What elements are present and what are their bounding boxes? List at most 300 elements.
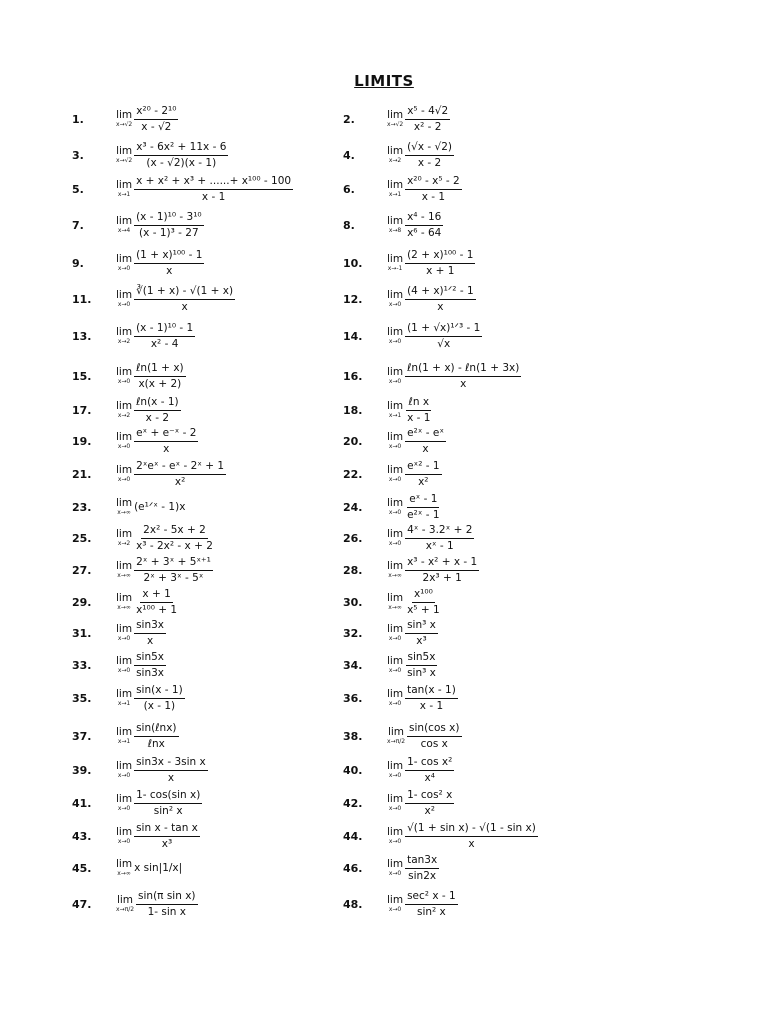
problem-number: 2. bbox=[343, 112, 355, 126]
problem-number: 46. bbox=[343, 861, 363, 875]
numerator: sin5x bbox=[406, 651, 438, 665]
numerator: √(1 + sin x) - √(1 - sin x) bbox=[405, 822, 538, 836]
problem-29 bbox=[72, 587, 179, 617]
denominator: x bbox=[146, 634, 154, 647]
problem-17 bbox=[72, 395, 181, 425]
limit-expression: x sin|1/x| bbox=[134, 862, 183, 874]
numerator: sin(π sin x) bbox=[136, 890, 198, 904]
fraction bbox=[405, 619, 438, 646]
problem-4 bbox=[343, 140, 454, 170]
denominator: x - 2 bbox=[145, 411, 170, 424]
limit-subscript: x→0 bbox=[388, 666, 402, 674]
limit-subscript: x→2 bbox=[117, 411, 131, 419]
numerator: sin x - tan x bbox=[134, 822, 200, 836]
limit-operator bbox=[387, 593, 403, 611]
denominator: x³ bbox=[161, 837, 173, 850]
lim-word: lim bbox=[387, 145, 404, 158]
numerator: x + x² + x³ + ......+ x¹⁰⁰ - 100 bbox=[134, 175, 293, 189]
limit-subscript: x→√2 bbox=[116, 120, 133, 128]
limit-operator bbox=[116, 367, 132, 385]
numerator: tan3x bbox=[405, 854, 439, 868]
numerator: sin5x bbox=[134, 651, 166, 665]
limit-subscript: x→√2 bbox=[116, 156, 133, 164]
limit-operator bbox=[387, 254, 403, 272]
denominator: √x bbox=[437, 337, 451, 350]
problem-number: 1. bbox=[72, 112, 84, 126]
limit-subscript: x→0 bbox=[117, 837, 131, 845]
problem-number: 19. bbox=[72, 434, 92, 448]
problem-23 bbox=[72, 492, 185, 522]
fraction bbox=[134, 619, 166, 646]
numerator: eˣ - 1 bbox=[407, 493, 439, 507]
fraction bbox=[134, 175, 293, 202]
lim-word: lim bbox=[116, 400, 133, 413]
lim-word: lim bbox=[116, 366, 133, 379]
problem-number: 8. bbox=[343, 218, 355, 232]
lim-word: lim bbox=[387, 464, 404, 477]
lim-word: lim bbox=[387, 560, 404, 573]
limit-subscript: x→2 bbox=[117, 337, 131, 345]
denominator: x - 1 bbox=[407, 411, 431, 424]
numerator: ℓn(1 + x) - ℓn(1 + 3x) bbox=[405, 362, 521, 376]
fraction bbox=[134, 756, 208, 783]
denominator: x² - 4 bbox=[150, 337, 179, 350]
problem-27 bbox=[72, 555, 213, 585]
problem-number: 6. bbox=[343, 182, 355, 196]
fraction bbox=[405, 524, 474, 551]
problem-number: 47. bbox=[72, 897, 92, 911]
lim-word: lim bbox=[387, 215, 404, 228]
lim-word: lim bbox=[116, 326, 133, 339]
fraction bbox=[405, 322, 482, 349]
problem-number: 15. bbox=[72, 369, 92, 383]
limit-operator bbox=[387, 624, 403, 642]
problem-number: 22. bbox=[343, 467, 363, 481]
limit-subscript: x→4 bbox=[117, 226, 131, 234]
limit-subscript: x→0 bbox=[388, 337, 402, 345]
limit-operator bbox=[387, 110, 403, 128]
problem-number: 25. bbox=[72, 531, 92, 545]
lim-word: lim bbox=[116, 464, 133, 477]
fraction bbox=[134, 460, 226, 487]
fraction bbox=[405, 396, 432, 423]
limit-subscript: x→∞ bbox=[117, 571, 131, 579]
fraction bbox=[405, 556, 479, 583]
limit-operator bbox=[116, 624, 132, 642]
denominator: x⁵ + 1 bbox=[407, 603, 440, 616]
lim-word: lim bbox=[116, 726, 133, 739]
problem-46 bbox=[343, 853, 439, 883]
numerator: sin(cos x) bbox=[407, 722, 461, 736]
problem-2 bbox=[343, 104, 450, 134]
numerator: tan(x - 1) bbox=[405, 684, 458, 698]
problem-48 bbox=[343, 889, 458, 919]
problem-38 bbox=[343, 721, 462, 751]
lim-word: lim bbox=[387, 760, 404, 773]
numerator: x³ - x² + x - 1 bbox=[405, 556, 479, 570]
problem-number: 7. bbox=[72, 218, 84, 232]
numerator: x³ - 6x² + 11x - 6 bbox=[134, 141, 228, 155]
limit-operator bbox=[116, 895, 134, 913]
numerator: ∛(1 + x) - √(1 + x) bbox=[134, 285, 235, 299]
lim-word: lim bbox=[116, 145, 133, 158]
numerator: ℓn(1 + x) bbox=[134, 362, 186, 376]
lim-word: lim bbox=[116, 688, 133, 701]
denominator: x⁴ bbox=[424, 771, 435, 784]
lim-word: lim bbox=[387, 655, 404, 668]
fraction bbox=[405, 460, 441, 487]
problem-number: 35. bbox=[72, 691, 92, 705]
fraction bbox=[134, 427, 198, 454]
fraction bbox=[134, 524, 215, 551]
problem-44 bbox=[343, 821, 538, 851]
problem-number: 34. bbox=[343, 658, 363, 672]
problem-number: 26. bbox=[343, 531, 363, 545]
limit-subscript: x→0 bbox=[388, 837, 402, 845]
limit-operator bbox=[116, 290, 132, 308]
limit-subscript: x→1 bbox=[117, 699, 131, 707]
problem-19 bbox=[72, 426, 198, 456]
limit-subscript: x→√2 bbox=[387, 120, 404, 128]
lim-word: lim bbox=[116, 497, 133, 510]
problem-8 bbox=[343, 210, 443, 240]
problem-21 bbox=[72, 459, 226, 489]
limit-operator bbox=[387, 656, 403, 674]
problem-number: 29. bbox=[72, 595, 92, 609]
denominator: x bbox=[422, 442, 429, 455]
problem-13 bbox=[72, 321, 195, 351]
lim-word: lim bbox=[387, 858, 404, 871]
problem-36 bbox=[343, 683, 458, 713]
limit-subscript: x→0 bbox=[388, 771, 402, 779]
problem-number: 4. bbox=[343, 148, 355, 162]
fraction bbox=[405, 105, 450, 132]
problem-number: 31. bbox=[72, 626, 92, 640]
numerator: x⁵ - 4√2 bbox=[405, 105, 450, 119]
lim-word: lim bbox=[116, 760, 133, 773]
problem-26 bbox=[343, 523, 474, 553]
limit-subscript: x→2 bbox=[388, 156, 402, 164]
numerator: sin(x - 1) bbox=[134, 684, 185, 698]
problem-number: 5. bbox=[72, 182, 84, 196]
fraction bbox=[134, 285, 235, 312]
limit-subscript: x→1 bbox=[388, 190, 402, 198]
denominator: x bbox=[460, 377, 467, 390]
denominator: x(x + 2) bbox=[138, 377, 182, 390]
limit-operator bbox=[116, 761, 132, 779]
fraction bbox=[405, 890, 458, 917]
fraction bbox=[134, 249, 204, 276]
fraction bbox=[405, 175, 462, 202]
lim-word: lim bbox=[387, 431, 404, 444]
lim-word: lim bbox=[387, 253, 404, 266]
denominator: (x - 1) bbox=[143, 699, 176, 712]
limit-operator bbox=[116, 498, 132, 516]
problem-number: 42. bbox=[343, 796, 363, 810]
problem-30 bbox=[343, 587, 442, 617]
limit-subscript: x→0 bbox=[388, 699, 402, 707]
fraction bbox=[405, 756, 454, 783]
lim-word: lim bbox=[116, 894, 134, 907]
limit-operator bbox=[387, 895, 403, 913]
lim-word: lim bbox=[387, 826, 404, 839]
lim-word: lim bbox=[116, 179, 133, 192]
denominator: sin3x bbox=[136, 666, 165, 679]
denominator: x⁶ - 64 bbox=[407, 226, 442, 239]
fraction bbox=[405, 427, 446, 454]
problem-number: 43. bbox=[72, 829, 92, 843]
fraction bbox=[405, 822, 538, 849]
lim-word: lim bbox=[116, 655, 133, 668]
numerator: sin3x bbox=[134, 619, 166, 633]
fraction bbox=[405, 211, 443, 238]
problem-25 bbox=[72, 523, 215, 553]
lim-word: lim bbox=[387, 528, 404, 541]
problem-number: 44. bbox=[343, 829, 363, 843]
numerator: e²ˣ - eˣ bbox=[405, 427, 446, 441]
limit-operator bbox=[116, 254, 132, 272]
problem-number: 13. bbox=[72, 329, 92, 343]
limit-subscript: x→∞ bbox=[388, 603, 402, 611]
limit-operator bbox=[387, 367, 403, 385]
limit-subscript: x→0 bbox=[388, 539, 402, 547]
limit-subscript: x→8 bbox=[388, 226, 402, 234]
limit-operator bbox=[116, 593, 132, 611]
denominator: x³ - 2x² - x + 2 bbox=[136, 539, 213, 552]
limit-subscript: x→∞ bbox=[117, 603, 131, 611]
numerator: (x - 1)¹⁰ - 1 bbox=[134, 322, 195, 336]
denominator: e²ˣ - 1 bbox=[407, 508, 440, 521]
denominator: x bbox=[163, 442, 170, 455]
problem-number: 20. bbox=[343, 434, 363, 448]
problem-number: 36. bbox=[343, 691, 363, 705]
limit-subscript: x→0 bbox=[388, 508, 402, 516]
limit-operator bbox=[387, 827, 403, 845]
limit-operator bbox=[116, 327, 132, 345]
problem-42 bbox=[343, 788, 454, 818]
denominator: sin2x bbox=[408, 869, 437, 882]
limit-subscript: x→∞ bbox=[388, 571, 402, 579]
problem-number: 48. bbox=[343, 897, 363, 911]
denominator: x² bbox=[424, 804, 435, 817]
limit-subscript: x→π/2 bbox=[387, 737, 406, 745]
limit-expression: (e¹ᐟˣ - 1)x bbox=[134, 501, 186, 513]
limit-subscript: x→0 bbox=[117, 804, 131, 812]
numerator: x¹⁰⁰ bbox=[412, 588, 435, 602]
fraction bbox=[134, 211, 204, 238]
limit-operator bbox=[387, 498, 403, 516]
problem-28 bbox=[343, 555, 479, 585]
problem-3 bbox=[72, 140, 228, 170]
lim-word: lim bbox=[116, 793, 133, 806]
denominator: cos x bbox=[420, 737, 448, 750]
numerator: 2x² - 5x + 2 bbox=[141, 524, 208, 538]
problem-43 bbox=[72, 821, 200, 851]
problem-number: 45. bbox=[72, 861, 92, 875]
problem-number: 11. bbox=[72, 292, 92, 306]
problem-number: 9. bbox=[72, 256, 84, 270]
limit-operator bbox=[116, 110, 132, 128]
limit-operator bbox=[387, 794, 403, 812]
limit-operator bbox=[116, 656, 132, 674]
problem-number: 12. bbox=[343, 292, 363, 306]
lim-word: lim bbox=[387, 497, 404, 510]
limit-operator bbox=[116, 794, 132, 812]
problem-16 bbox=[343, 361, 521, 391]
numerator: x⁴ - 16 bbox=[405, 211, 443, 225]
limit-subscript: x→0 bbox=[388, 442, 402, 450]
lim-word: lim bbox=[116, 431, 133, 444]
limit-operator bbox=[387, 859, 403, 877]
denominator: x bbox=[166, 264, 173, 277]
limit-operator bbox=[116, 465, 132, 483]
fraction bbox=[405, 789, 454, 816]
numerator: 1- cos x² bbox=[405, 756, 454, 770]
fraction bbox=[134, 556, 213, 583]
lim-word: lim bbox=[387, 726, 405, 739]
problem-number: 38. bbox=[343, 729, 363, 743]
limit-operator bbox=[387, 401, 403, 419]
problem-40 bbox=[343, 755, 454, 785]
limit-subscript: x→1 bbox=[388, 411, 402, 419]
problem-45 bbox=[72, 853, 182, 883]
numerator: eˣ² - 1 bbox=[405, 460, 441, 474]
limit-operator bbox=[387, 689, 403, 707]
problem-20 bbox=[343, 426, 446, 456]
limit-operator bbox=[116, 180, 132, 198]
problem-18 bbox=[343, 395, 432, 425]
lim-word: lim bbox=[387, 179, 404, 192]
denominator: x² bbox=[418, 475, 429, 488]
limit-subscript: x→∞ bbox=[117, 508, 131, 516]
limit-operator bbox=[116, 401, 132, 419]
limit-operator bbox=[387, 146, 403, 164]
lim-word: lim bbox=[116, 592, 133, 605]
lim-word: lim bbox=[116, 858, 133, 871]
lim-word: lim bbox=[387, 289, 404, 302]
lim-word: lim bbox=[387, 688, 404, 701]
limit-operator bbox=[116, 146, 132, 164]
fraction bbox=[407, 722, 461, 749]
limit-subscript: x→0 bbox=[117, 377, 131, 385]
fraction bbox=[134, 722, 178, 749]
numerator: (1 + x)¹⁰⁰ - 1 bbox=[134, 249, 204, 263]
numerator: x²⁰ - x⁵ - 2 bbox=[405, 175, 462, 189]
problem-39 bbox=[72, 755, 208, 785]
problem-14 bbox=[343, 321, 482, 351]
limit-operator bbox=[116, 827, 132, 845]
denominator: x² - 2 bbox=[413, 120, 442, 133]
denominator: x - 1 bbox=[201, 190, 226, 203]
fraction bbox=[134, 396, 181, 423]
denominator: (x - √2)(x - 1) bbox=[146, 156, 217, 169]
limit-subscript: x→∞ bbox=[117, 869, 131, 877]
problem-47 bbox=[72, 889, 198, 919]
limit-subscript: x→0 bbox=[117, 634, 131, 642]
problem-10 bbox=[343, 248, 475, 278]
problem-number: 17. bbox=[72, 403, 92, 417]
numerator: x²⁰ - 2¹⁰ bbox=[134, 105, 178, 119]
problem-number: 37. bbox=[72, 729, 92, 743]
denominator: x¹⁰⁰ + 1 bbox=[136, 603, 178, 616]
limit-operator bbox=[116, 216, 132, 234]
limit-operator bbox=[387, 761, 403, 779]
problem-41 bbox=[72, 788, 202, 818]
fraction bbox=[134, 362, 186, 389]
denominator: x - 1 bbox=[421, 190, 446, 203]
limit-subscript: x→0 bbox=[388, 634, 402, 642]
denominator: 2x³ + 1 bbox=[422, 571, 462, 584]
limit-subscript: x→0 bbox=[117, 666, 131, 674]
lim-word: lim bbox=[387, 623, 404, 636]
problem-number: 23. bbox=[72, 500, 92, 514]
fraction bbox=[405, 493, 441, 520]
limit-operator bbox=[116, 859, 132, 877]
limit-subscript: x→0 bbox=[388, 377, 402, 385]
numerator: sin³ x bbox=[405, 619, 438, 633]
limit-subscript: x→2 bbox=[117, 539, 131, 547]
limit-subscript: x→1 bbox=[117, 737, 131, 745]
lim-word: lim bbox=[116, 528, 133, 541]
problem-number: 3. bbox=[72, 148, 84, 162]
denominator: x bbox=[437, 300, 444, 313]
lim-word: lim bbox=[116, 623, 133, 636]
numerator: 1- cos(sin x) bbox=[134, 789, 202, 803]
numerator: eˣ + e⁻ˣ - 2 bbox=[134, 427, 198, 441]
numerator: (2 + x)¹⁰⁰ - 1 bbox=[405, 249, 475, 263]
fraction bbox=[405, 249, 475, 276]
limit-operator bbox=[387, 727, 405, 745]
limit-operator bbox=[387, 290, 403, 308]
limit-subscript: x→0 bbox=[117, 264, 131, 272]
lim-word: lim bbox=[387, 326, 404, 339]
problem-number: 41. bbox=[72, 796, 92, 810]
numerator: ℓn x bbox=[406, 396, 431, 410]
problem-37 bbox=[72, 721, 179, 751]
denominator: x bbox=[167, 771, 175, 784]
problem-number: 21. bbox=[72, 467, 92, 481]
problem-15 bbox=[72, 361, 186, 391]
problem-24 bbox=[343, 492, 442, 522]
numerator: 4ˣ - 3.2ˣ + 2 bbox=[405, 524, 474, 538]
limit-subscript: x→1 bbox=[117, 190, 131, 198]
fraction bbox=[405, 854, 439, 881]
problem-number: 32. bbox=[343, 626, 363, 640]
lim-word: lim bbox=[116, 253, 133, 266]
problem-5 bbox=[72, 174, 293, 204]
problem-number: 27. bbox=[72, 563, 92, 577]
fraction bbox=[134, 105, 178, 132]
problem-number: 16. bbox=[343, 369, 363, 383]
denominator: x - √2 bbox=[141, 120, 172, 133]
numerator: x + 1 bbox=[140, 588, 172, 602]
limit-subscript: x→0 bbox=[388, 300, 402, 308]
fraction bbox=[134, 322, 195, 349]
problem-6 bbox=[343, 174, 462, 204]
lim-word: lim bbox=[387, 109, 404, 122]
fraction bbox=[405, 141, 454, 168]
fraction bbox=[136, 890, 198, 917]
fraction bbox=[134, 684, 185, 711]
denominator: x bbox=[181, 300, 188, 313]
denominator: sin³ x bbox=[407, 666, 436, 679]
numerator: sin3x - 3sin x bbox=[134, 756, 208, 770]
problem-number: 39. bbox=[72, 763, 92, 777]
limit-operator bbox=[387, 216, 403, 234]
numerator: 1- cos² x bbox=[405, 789, 454, 803]
problem-number: 24. bbox=[343, 500, 363, 514]
limit-subscript: x→0 bbox=[388, 869, 402, 877]
